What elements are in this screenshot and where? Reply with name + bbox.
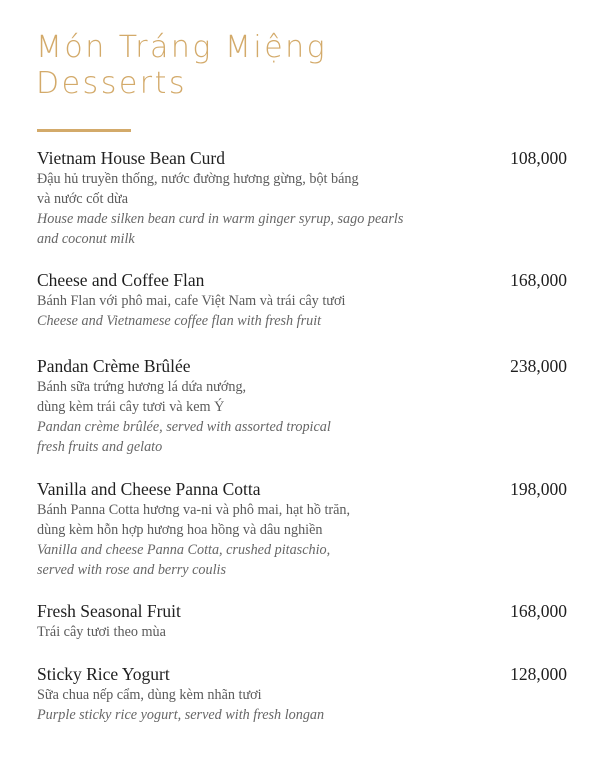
menu-item xyxy=(37,147,567,249)
item-description-en: Pandan crème brûlée, served with assorted tropical xyxy=(37,419,331,435)
menu-item xyxy=(37,663,567,725)
item-description-en: and coconut milk xyxy=(37,231,135,247)
item-price: 198,000 xyxy=(510,479,567,499)
item-price: 168,000 xyxy=(510,601,567,621)
item-description-en: fresh fruits and gelato xyxy=(37,439,163,455)
menu-item xyxy=(37,269,567,331)
item-description-en: served with rose and berry coulis xyxy=(37,562,227,578)
menu-item xyxy=(37,478,567,580)
item-description-en: House made silken bean curd in warm ginger syrup, sago pearls xyxy=(37,211,404,227)
item-description-vi: Bánh Flan với phô mai, cafe Việt Nam và trái cây tươi xyxy=(37,293,346,309)
item-name: Sticky Rice Yogurt xyxy=(37,664,170,684)
item-description-en: Vanilla and cheese Panna Cotta, crushed pitaschio, xyxy=(37,542,331,558)
menu-item xyxy=(37,600,567,642)
title-english: Desserts xyxy=(36,66,188,101)
item-description-vi: Sữa chua nếp cẩm, dùng kèm nhãn tươi xyxy=(37,687,262,703)
item-name: Cheese and Coffee Flan xyxy=(37,270,205,290)
title-vietnamese: Món Tráng Miệng xyxy=(36,30,328,65)
item-price: 168,000 xyxy=(510,270,567,290)
item-name: Pandan Crème Brûlée xyxy=(37,356,191,376)
page-title xyxy=(36,30,327,102)
item-description-vi: và nước cốt dừa xyxy=(37,191,129,207)
item-price: 238,000 xyxy=(510,356,567,376)
title-divider xyxy=(37,129,131,132)
item-description-vi: dùng kèm hỗn hợp hương hoa hồng và dâu nghiền xyxy=(37,522,323,538)
item-description-en: Cheese and Vietnamese coffee flan with fresh fruit xyxy=(37,313,322,329)
item-description-vi: dùng kèm trái cây tươi và kem Ý xyxy=(37,399,225,415)
item-name: Fresh Seasonal Fruit xyxy=(37,601,181,621)
item-description-vi: Bánh sữa trứng hương lá dứa nướng, xyxy=(37,379,247,395)
item-price: 108,000 xyxy=(510,148,567,168)
item-description-vi: Trái cây tươi theo mùa xyxy=(37,624,166,640)
item-name: Vietnam House Bean Curd xyxy=(37,148,226,168)
item-description-vi: Đậu hủ truyền thống, nước đường hương gừng, bột báng xyxy=(37,171,359,187)
item-price: 128,000 xyxy=(510,664,567,684)
item-name: Vanilla and Cheese Panna Cotta xyxy=(37,479,261,499)
item-description-vi: Bánh Panna Cotta hương va-ni và phô mai, hạt hồ trăn, xyxy=(37,502,351,518)
menu-item xyxy=(37,355,567,457)
item-description-en: Purple sticky rice yogurt, served with fresh longan xyxy=(37,707,325,723)
